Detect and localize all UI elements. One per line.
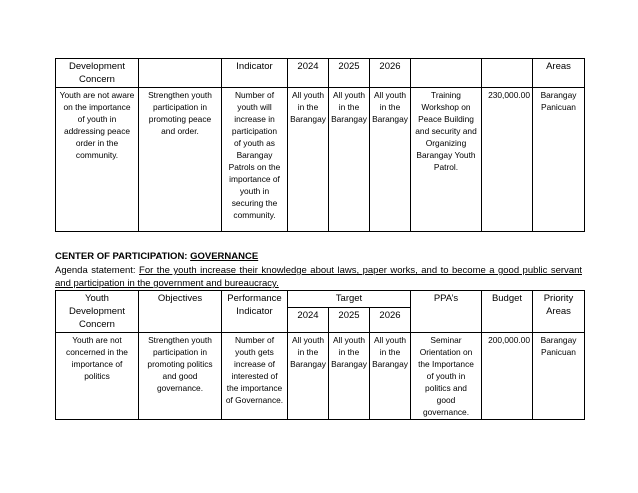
cell-text-line: Peace Building (418, 114, 474, 124)
cell-text-line: All youth (373, 335, 407, 345)
header-empty-budget (482, 59, 533, 88)
cell-text-line: Patrol. (433, 162, 459, 172)
cell-text-line: of youth in (77, 114, 117, 124)
cell-target-2026 (370, 88, 411, 232)
cell-text-line: All youth (332, 335, 366, 345)
heading-governance: GOVERNANCE (190, 251, 259, 262)
cell-text-line: Indicator (236, 306, 273, 317)
cell-text-line: Barangay Youth (416, 150, 476, 160)
cell-text-line: on the importance (63, 102, 131, 112)
table-header-row (56, 59, 585, 88)
cell-text-line: Concern (79, 319, 115, 330)
cell-text-line: Strengthen youth (148, 335, 212, 345)
cell-text-line: and good (162, 371, 198, 381)
heading-label: CENTER OF PARTICIPATION: (55, 251, 191, 262)
cell-text-line: Seminar (430, 335, 462, 345)
cell-concern (56, 333, 139, 420)
cell-target-2024 (288, 333, 329, 420)
cell-text-line: in the (379, 102, 401, 112)
cell-target-2024 (288, 88, 329, 232)
cell-text-line: youth will (237, 102, 272, 112)
cell-text-line: importance of (229, 174, 280, 184)
cell-text-line: Workshop on (421, 102, 471, 112)
cell-indicator (222, 88, 288, 232)
cell-area (533, 88, 585, 232)
cell-objective (139, 88, 222, 232)
header-year-2025: 2025 (329, 59, 370, 88)
cell-text-line: in the (379, 347, 401, 357)
cell-indicator (222, 333, 288, 420)
cell-ppa (411, 88, 482, 232)
cell-text-line: good (436, 395, 456, 405)
cell-text-line: addressing peace (63, 126, 131, 136)
cell-text-line: in the (297, 102, 319, 112)
cell-text-line: of youth in (426, 371, 466, 381)
cell-target-2026 (370, 333, 411, 420)
cell-concern (56, 88, 139, 232)
cell-text-line: community. (233, 210, 276, 220)
cell-text-line: in the (297, 347, 319, 357)
table-row (56, 333, 585, 420)
cell-text-line: interested of (231, 371, 278, 381)
cell-budget: 200,000.00 (482, 333, 533, 420)
cell-text-line: Youth are not (72, 335, 122, 345)
cell-text-line: Panicuan (541, 347, 576, 357)
header-performance-indicator (222, 291, 288, 333)
cell-text-line: the Importance (418, 359, 474, 369)
cell-text-line: Development (69, 61, 125, 72)
header-target: Target (288, 291, 411, 308)
cell-text-line: Number of (234, 90, 275, 100)
cell-text-line: Priority (543, 293, 574, 304)
cell-text-line: the importance (226, 383, 283, 393)
cell-target-2025 (329, 333, 370, 420)
cell-text-line: Barangay (331, 114, 367, 124)
cell-text-line: Barangay (372, 114, 408, 124)
cell-text-line: and security and (415, 126, 477, 136)
cell-text-line: concerned in the (66, 347, 128, 357)
cell-text-line: Barangay (540, 335, 577, 345)
header-ppas: PPA’s (411, 291, 482, 333)
cell-budget: 230,000.00 (482, 88, 533, 232)
cell-text-line: Concern (79, 74, 115, 85)
cell-text-line: securing the (231, 198, 278, 208)
header-indicator: Indicator (222, 59, 288, 88)
cell-text-line: Barangay (540, 90, 577, 100)
cell-area (533, 333, 585, 420)
cell-text-line: Youth are not aware (59, 90, 135, 100)
cell-text-line: All youth (373, 90, 407, 100)
cell-ppa (411, 333, 482, 420)
cell-text-line: increase in (234, 114, 275, 124)
header-development-concern (56, 59, 139, 88)
cell-text-line: importance of (71, 359, 123, 369)
header-year-2024: 2024 (288, 308, 329, 333)
cell-text-line: Barangay (290, 359, 326, 369)
header-year-2025: 2025 (329, 308, 370, 333)
cell-text-line: All youth (291, 90, 325, 100)
cell-text-line: Youth (85, 293, 109, 304)
cell-text-line: Training (431, 90, 461, 100)
cell-text-line: youth in (239, 186, 270, 196)
table-row (56, 88, 585, 232)
header-empty-objectives (139, 59, 222, 88)
plan-table-governance (55, 290, 585, 420)
cell-text-line: Development (69, 306, 125, 317)
cell-text-line: Strengthen youth (148, 90, 212, 100)
cell-objective (139, 333, 222, 420)
cell-text-line: Organizing (425, 138, 467, 148)
cell-text-line: order in the (75, 138, 119, 148)
cell-text-line: Barangay (236, 150, 273, 160)
header-areas: Areas (533, 59, 585, 88)
cell-text-line: politics (84, 371, 110, 381)
cell-text-line: of youth as (234, 138, 275, 148)
cell-text-line: Barangay (331, 359, 367, 369)
cell-text-line: Performance (227, 293, 282, 304)
cell-text-line: and order. (161, 126, 199, 136)
cell-text-line: governance. (156, 383, 204, 393)
cell-text-line: Barangay (372, 359, 408, 369)
agenda-statement (55, 264, 582, 290)
cell-text-line: participation in (152, 102, 207, 112)
center-of-participation-heading (55, 250, 258, 264)
cell-target-2025 (329, 88, 370, 232)
agenda-label: Agenda statement: (55, 265, 140, 276)
cell-text-line: Areas (546, 306, 571, 317)
cell-text-line: community. (75, 150, 119, 160)
cell-text-line: in the (338, 347, 360, 357)
header-year-2024: 2024 (288, 59, 329, 88)
cell-text-line: Orientation on (419, 347, 473, 357)
header-empty-ppa (411, 59, 482, 88)
cell-text-line: participation in (152, 347, 207, 357)
cell-text-line: of Governance. (225, 395, 284, 405)
table-header-row (56, 291, 585, 308)
cell-text-line: governance. (422, 407, 470, 417)
cell-text-line: in the (338, 102, 360, 112)
cell-text-line: All youth (291, 335, 325, 345)
cell-text-line: politics and (425, 383, 467, 393)
cell-text-line: Patrols on the (228, 162, 281, 172)
cell-text-line: youth gets (235, 347, 274, 357)
header-budget: Budget (482, 291, 533, 333)
cell-text-line: promoting politics (147, 359, 213, 369)
header-objectives: Objectives (139, 291, 222, 333)
cell-text-line: Number of (234, 335, 275, 345)
cell-text-line: Panicuan (541, 102, 576, 112)
cell-text-line: participation (231, 126, 278, 136)
header-year-2026: 2026 (370, 59, 411, 88)
cell-text-line: promoting peace (148, 114, 212, 124)
cell-text-line: All youth (332, 90, 366, 100)
plan-table-peace-order (55, 58, 585, 232)
cell-text-line: increase of (234, 359, 275, 369)
header-priority-areas (533, 291, 585, 333)
header-youth-development-concern (56, 291, 139, 333)
cell-text-line: Barangay (290, 114, 326, 124)
agenda-text: For the youth increase their knowledge about laws, paper works, and to become a good public servant and participation in the government and bureaucracy. (55, 265, 582, 289)
header-year-2026: 2026 (370, 308, 411, 333)
